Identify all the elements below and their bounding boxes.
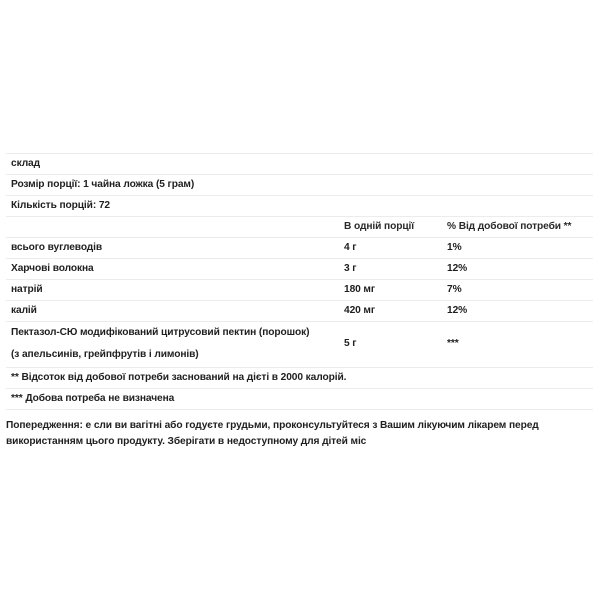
warning-text: Попередження: е сли ви вагітні або годуєте грудьми, проконсультуйтеся з Вашим лікуючим лікарем перед використанням цього продукту. Зберігати в недоступному для дітей міс (6, 420, 539, 447)
table-row (6, 258, 593, 279)
nutrient-daily-value: 12% (447, 305, 468, 316)
serving-size-row (6, 174, 593, 195)
servings-count: Кількість порцій: 72 (11, 200, 110, 211)
nutrient-name: Харчові волокна (11, 263, 94, 274)
footnote-daily-value: ** Відсоток від добової потреби заснований на дієті в 2000 калорій. (11, 372, 347, 383)
nutrient-name: натрій (11, 284, 43, 295)
nutrient-name: Пектазол-СЮ модифікований цитрусовий пектин (порошок) (11, 327, 310, 338)
composition-title: склад (11, 158, 40, 169)
nutrient-amount: 3 г (344, 263, 357, 274)
table-row (6, 237, 593, 258)
nutrient-name: всього вуглеводів (11, 242, 103, 253)
table-row (6, 279, 593, 300)
nutrient-amount: 5 г (344, 338, 357, 349)
column-header-amount: В одній порції (344, 221, 414, 232)
nutrient-amount: 4 г (344, 242, 357, 253)
nutrient-daily-value: 1% (447, 242, 462, 253)
nutrient-daily-value: 7% (447, 284, 462, 295)
composition-table (6, 153, 593, 410)
footnote-row (6, 367, 593, 388)
column-header-daily-value: % Від добової потреби ** (447, 221, 572, 232)
serving-size: Розмір порції: 1 чайна ложка (5 грам) (11, 179, 195, 190)
nutrient-amount: 180 мг (344, 284, 376, 295)
table-header-row (6, 216, 593, 237)
table-row (6, 321, 593, 367)
nutrient-daily-value: *** (447, 338, 459, 349)
footnote-row (6, 388, 593, 410)
table-row (6, 300, 593, 321)
nutrient-daily-value: 12% (447, 263, 468, 274)
nutrient-name: калій (11, 305, 37, 316)
servings-count-row (6, 195, 593, 216)
composition-title-row (6, 153, 593, 174)
footnote-not-established: *** Добова потреба не визначена (11, 393, 175, 404)
nutrient-name-line2: (з апельсинів, грейпфрутів і лимонів) (11, 349, 199, 360)
nutrient-amount: 420 мг (344, 305, 376, 316)
